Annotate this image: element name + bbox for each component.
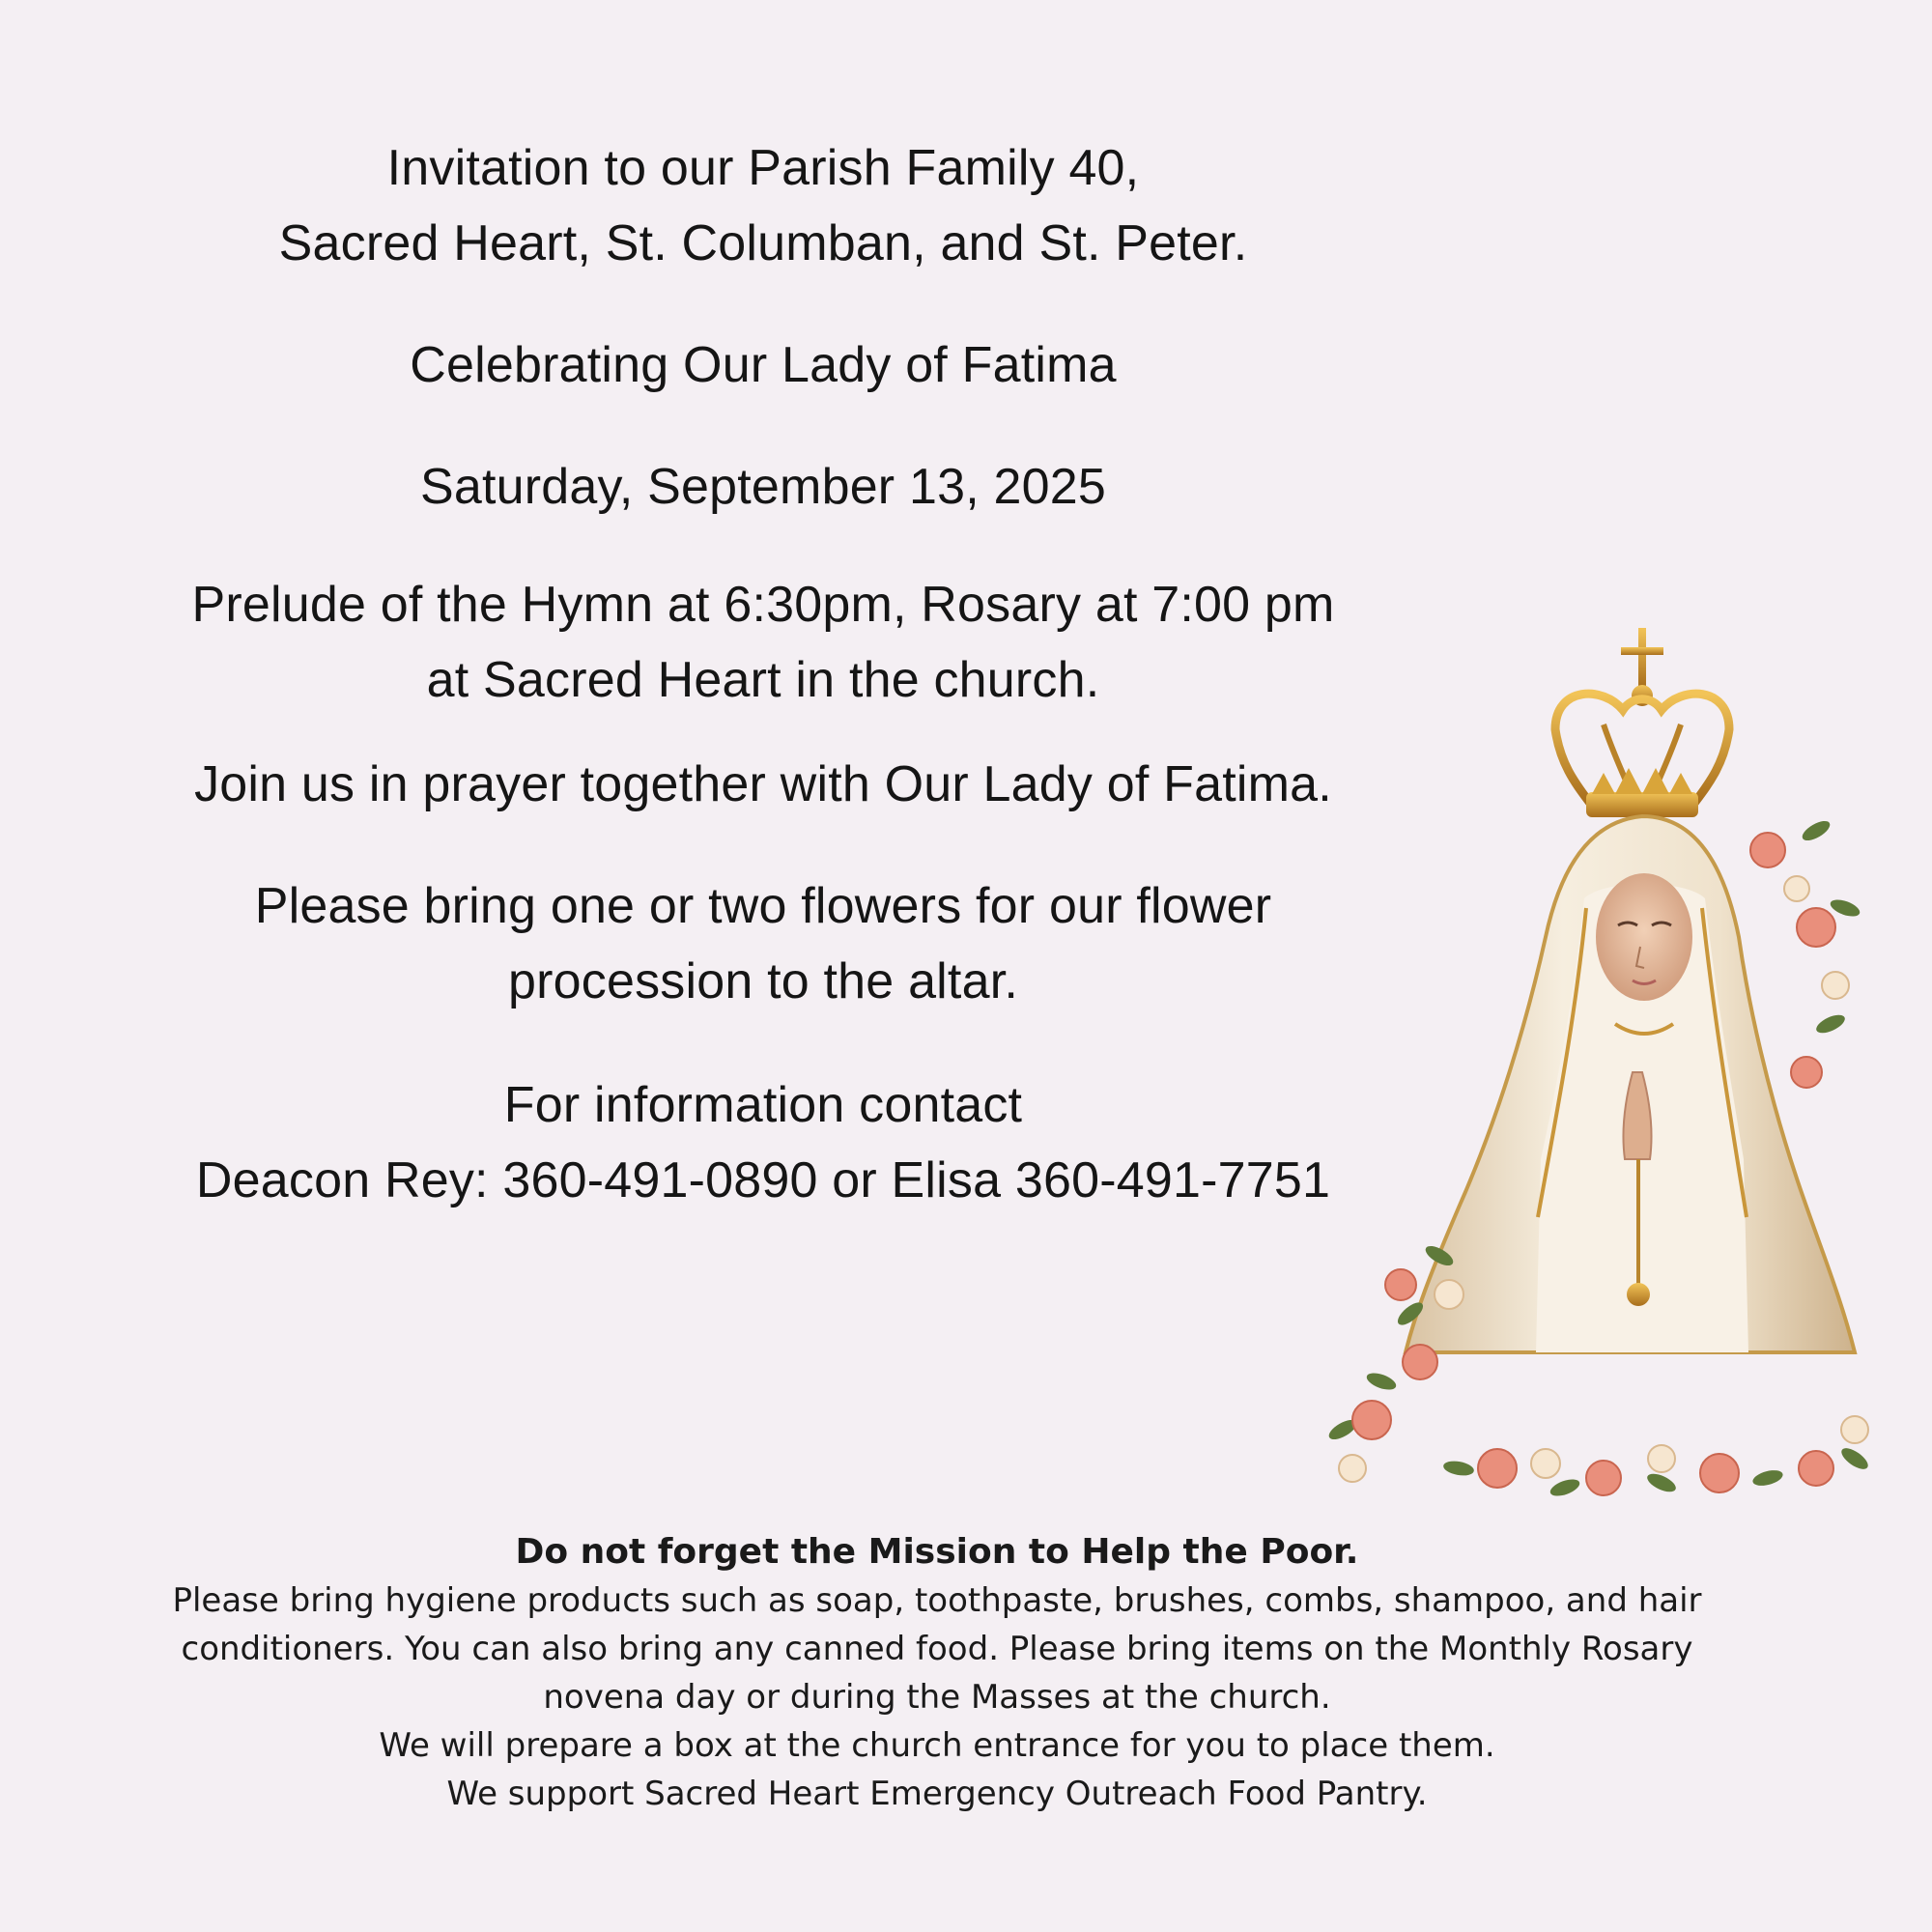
crown-icon [1555,694,1729,817]
event-date: Saturday, September 13, 2025 [420,459,1106,515]
mission-line-1: Please bring hygiene products such as soap, toothpaste, brushes, combs, shampoo, and hair [172,1581,1702,1620]
join-prayer-text: Join us in prayer together with Our Lady of Fatima. [194,756,1332,812]
mission-line-3: novena day or during the Masses at the church. [543,1678,1331,1717]
crown-cross-icon [1621,628,1663,706]
invitation-line-2: Sacred Heart, St. Columban, and St. Peter. [278,215,1248,271]
mission-section [0,1528,1874,1818]
contact-line-2: Deacon Rey: 360-491-0890 or Elisa 360-491-7751 [195,1152,1331,1208]
flowers-line-2: procession to the altar. [508,953,1018,1009]
invitation-text [77,130,1449,1218]
mission-line-4: We will prepare a box at the church entrance for you to place them. [379,1726,1495,1765]
flowers-line-1: Please bring one or two flowers for our flower [254,878,1272,934]
celebration-title: Celebrating Our Lady of Fatima [410,337,1117,393]
mission-line-5: We support Sacred Heart Emergency Outreach Food Pantry. [446,1775,1428,1813]
contact-line-1: For information contact [503,1077,1023,1133]
mission-heading: Do not forget the Mission to Help the Poor. [515,1532,1359,1572]
mission-line-2: conditioners. You can also bring any canned food. Please bring items on the Monthly Rosary [181,1630,1693,1668]
our-lady-of-fatima-statue-image [1314,618,1893,1536]
schedule-line-1: Prelude of the Hymn at 6:30pm, Rosary at 7:00 pm [191,577,1335,633]
invitation-line-1: Invitation to our Parish Family 40, [386,140,1140,196]
schedule-line-2: at Sacred Heart in the church. [426,652,1100,708]
